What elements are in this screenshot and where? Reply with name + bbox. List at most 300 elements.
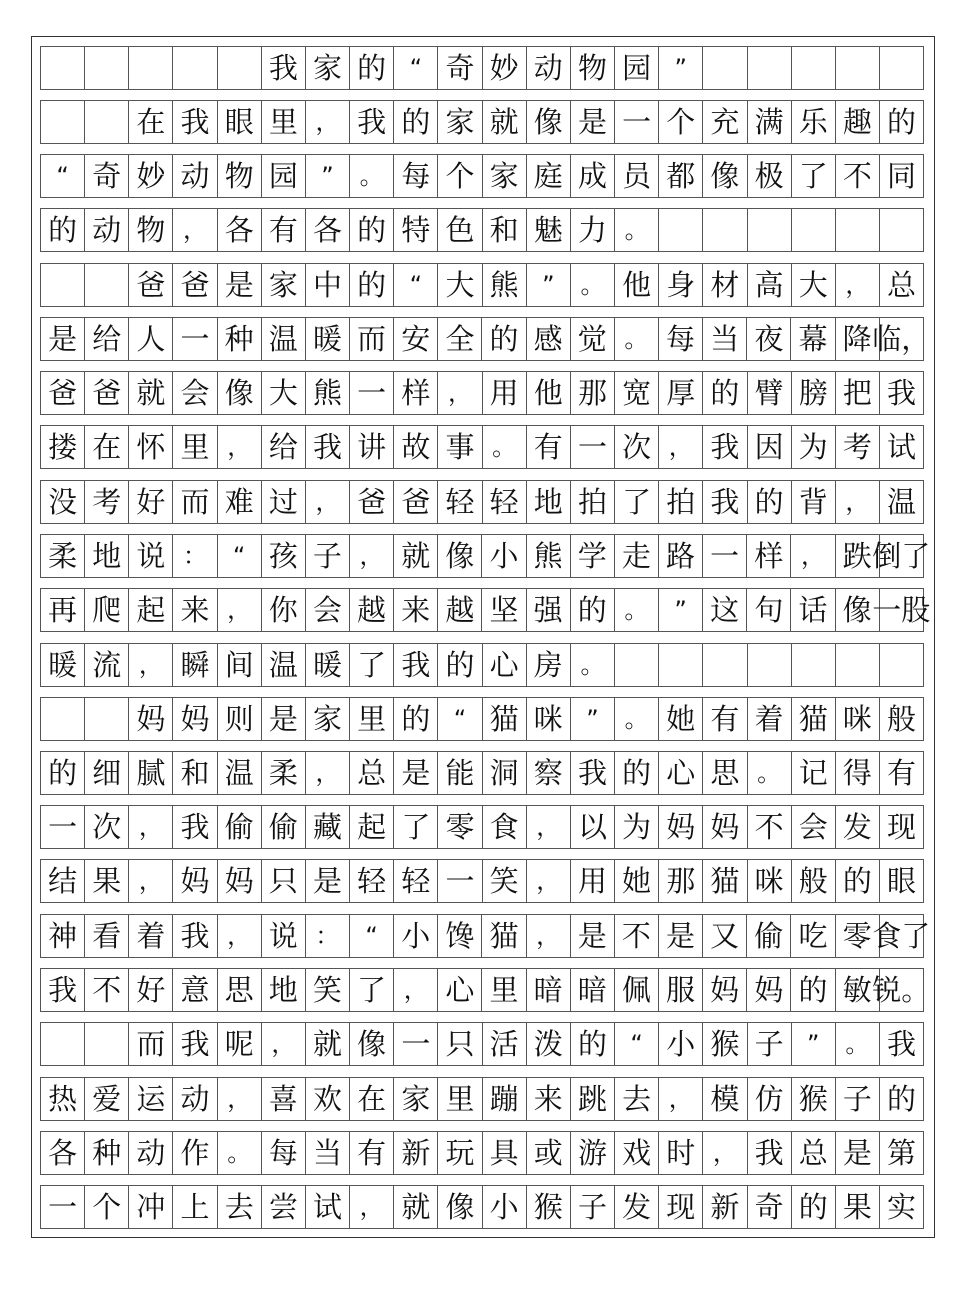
- grid-cell: 走: [615, 535, 659, 577]
- grid-cell: 不: [836, 155, 880, 197]
- grid-cell: [880, 644, 924, 686]
- grid-cell: 就: [394, 1186, 438, 1228]
- grid-cell: 地: [85, 535, 129, 577]
- grid-cell: 话: [791, 589, 835, 631]
- grid-cell: 成: [571, 155, 615, 197]
- grid-cell: 。: [218, 1132, 262, 1174]
- grid-cell: 是: [394, 752, 438, 794]
- grid-cell: 一: [41, 806, 85, 848]
- grid-cell: 降: [836, 318, 880, 360]
- grid-cell: 的: [482, 318, 526, 360]
- grid-cell: 猫: [703, 860, 747, 902]
- grid-cell: 的: [703, 372, 747, 414]
- grid-cell: 一: [438, 860, 482, 902]
- grid-cell: 爸: [350, 481, 394, 523]
- grid-cell: 次: [615, 426, 659, 468]
- grid-cell: [41, 698, 85, 740]
- grid-cell: 。: [748, 752, 792, 794]
- grid-cell: 腻: [129, 752, 173, 794]
- grid-cell: ”: [792, 1023, 836, 1065]
- grid-cell: 来: [527, 1078, 571, 1120]
- essay-line: [40, 697, 924, 741]
- grid-cell: [792, 47, 836, 89]
- grid-cell: 来: [394, 589, 438, 631]
- grid-cell: 房: [527, 644, 571, 686]
- grid-cell: 察: [527, 752, 571, 794]
- grid-cell: 你: [262, 589, 306, 631]
- grid-cell: 。: [836, 1023, 880, 1065]
- grid-cell: 偷: [218, 806, 262, 848]
- grid-cell: 一: [615, 101, 659, 143]
- grid-cell: 笑: [306, 969, 350, 1011]
- essay-title-row: [40, 46, 924, 90]
- grid-cell: 只: [438, 1023, 482, 1065]
- grid-cell: 果: [836, 1186, 880, 1228]
- essay-line: [40, 263, 924, 307]
- grid-cell: 觉: [571, 318, 615, 360]
- grid-cell: 藏: [306, 806, 350, 848]
- grid-cell: 小: [659, 1023, 703, 1065]
- grid-cell: [880, 47, 924, 89]
- grid-cell: ，: [438, 372, 482, 414]
- grid-cell: 猴: [527, 1186, 571, 1228]
- grid-cell: [748, 209, 792, 251]
- grid-cell: 一: [41, 1186, 85, 1228]
- grid-cell: 坚: [482, 589, 526, 631]
- grid-cell: 家: [438, 101, 482, 143]
- grid-cell: 夜: [747, 318, 791, 360]
- grid-cell: 魅: [527, 209, 571, 251]
- grid-cell: ”: [527, 264, 571, 306]
- grid-cell: 和: [483, 209, 527, 251]
- grid-cell: ，: [173, 209, 217, 251]
- grid-cell: 的: [350, 209, 394, 251]
- grid-cell: 倒了: [880, 535, 924, 577]
- grid-cell: 妈: [659, 806, 703, 848]
- grid-cell: 敏: [836, 969, 880, 1011]
- grid-cell: 食: [483, 806, 527, 848]
- grid-cell: ：: [173, 535, 217, 577]
- grid-cell: [836, 209, 880, 251]
- grid-cell: 她: [659, 698, 703, 740]
- grid-cell: 动: [173, 155, 217, 197]
- grid-cell: 暖: [306, 318, 350, 360]
- grid-cell: 妈: [129, 698, 173, 740]
- grid-cell: 是: [836, 1132, 880, 1174]
- grid-cell: 物: [571, 47, 615, 89]
- grid-cell: 每: [262, 1132, 306, 1174]
- grid-cell: 拍: [571, 481, 615, 523]
- grid-cell: 地: [262, 969, 306, 1011]
- grid-cell: 跌: [836, 535, 880, 577]
- grid-cell: 中: [306, 264, 350, 306]
- grid-cell: 的: [792, 1186, 836, 1228]
- grid-cell: 像: [836, 589, 880, 631]
- grid-cell: 的: [350, 47, 394, 89]
- grid-cell: 全: [438, 318, 482, 360]
- grid-cell: 小: [482, 535, 526, 577]
- grid-cell: 妈: [218, 860, 262, 902]
- grid-cell: 奇: [438, 47, 482, 89]
- grid-cell: 有: [350, 1132, 394, 1174]
- grid-cell: 的: [571, 1023, 615, 1065]
- grid-cell: “: [438, 698, 482, 740]
- grid-cell: 小: [394, 915, 438, 957]
- grid-cell: 像: [218, 372, 262, 414]
- essay-line: [40, 643, 924, 687]
- grid-cell: 一: [350, 372, 394, 414]
- grid-cell: 园: [262, 155, 306, 197]
- grid-cell: 他: [615, 264, 659, 306]
- grid-cell: 而: [129, 1023, 173, 1065]
- grid-cell: 新: [394, 1132, 438, 1174]
- grid-cell: 结: [41, 860, 85, 902]
- grid-cell: 在: [350, 1078, 394, 1120]
- grid-cell: ，: [836, 264, 880, 306]
- grid-cell: 热: [41, 1078, 85, 1120]
- essay-line: [40, 914, 931, 958]
- grid-cell: 咪: [748, 860, 792, 902]
- grid-cell: 宽: [615, 372, 659, 414]
- grid-cell: 果: [85, 860, 129, 902]
- grid-cell: 神: [41, 915, 85, 957]
- grid-cell: 食了: [880, 915, 924, 957]
- grid-cell: 的: [41, 209, 85, 251]
- grid-cell: 物: [218, 155, 262, 197]
- essay-line: [40, 534, 931, 578]
- grid-cell: 路: [659, 535, 703, 577]
- grid-cell: ，: [659, 1078, 703, 1120]
- grid-cell: 那: [659, 860, 703, 902]
- grid-cell: 力: [571, 209, 615, 251]
- grid-cell: “: [615, 1023, 659, 1065]
- grid-cell: [703, 644, 747, 686]
- grid-cell: 服: [659, 969, 703, 1011]
- grid-cell: [85, 47, 129, 89]
- grid-cell: 有: [880, 752, 924, 794]
- grid-cell: ，: [394, 969, 438, 1011]
- grid-cell: ，: [836, 481, 880, 523]
- grid-cell: 以: [571, 806, 615, 848]
- grid-cell: 一股: [880, 589, 924, 631]
- grid-cell: 动: [527, 47, 571, 89]
- grid-cell: 给: [262, 426, 306, 468]
- grid-cell: 记: [792, 752, 836, 794]
- grid-cell: 。: [615, 589, 659, 631]
- grid-cell: 具: [483, 1132, 527, 1174]
- grid-cell: 家: [306, 47, 350, 89]
- grid-cell: 思: [218, 969, 262, 1011]
- grid-cell: 里: [350, 698, 394, 740]
- grid-cell: 故: [394, 426, 438, 468]
- grid-cell: 又: [703, 915, 747, 957]
- grid-cell: ，: [703, 1132, 747, 1174]
- grid-cell: 能: [438, 752, 482, 794]
- grid-cell: 高: [748, 264, 792, 306]
- grid-cell: 地: [527, 481, 571, 523]
- grid-cell: 里: [482, 969, 526, 1011]
- essay-line: [40, 371, 924, 415]
- grid-cell: 的: [571, 589, 615, 631]
- grid-cell: 我: [350, 101, 394, 143]
- grid-cell: [85, 101, 129, 143]
- grid-cell: 我: [703, 481, 747, 523]
- grid-cell: [218, 47, 262, 89]
- grid-cell: 爸: [394, 481, 438, 523]
- grid-cell: [41, 47, 85, 89]
- grid-cell: 般: [792, 860, 836, 902]
- grid-cell: 就: [394, 535, 438, 577]
- grid-cell: 给: [85, 318, 129, 360]
- grid-cell: 会: [792, 806, 836, 848]
- grid-cell: 临，: [880, 318, 924, 360]
- grid-cell: 的: [880, 1078, 924, 1120]
- grid-cell: 了: [792, 155, 836, 197]
- grid-cell: 家: [306, 698, 350, 740]
- grid-cell: 同: [880, 155, 924, 197]
- grid-cell: [129, 47, 173, 89]
- grid-cell: 轻: [350, 860, 394, 902]
- grid-cell: 发: [615, 1186, 659, 1228]
- grid-cell: 搂: [41, 426, 85, 468]
- grid-cell: 的: [748, 481, 792, 523]
- grid-cell: [85, 698, 129, 740]
- grid-cell: 个: [659, 101, 703, 143]
- grid-cell: ，: [350, 535, 394, 577]
- grid-cell: 用: [483, 372, 527, 414]
- grid-cell: 心: [438, 969, 482, 1011]
- grid-cell: 轻: [438, 481, 482, 523]
- grid-cell: 猫: [482, 915, 526, 957]
- grid-cell: 。: [615, 209, 659, 251]
- grid-cell: 模: [703, 1078, 747, 1120]
- grid-cell: 各: [41, 1132, 85, 1174]
- essay-line: [40, 968, 931, 1012]
- grid-cell: 轻: [483, 481, 527, 523]
- grid-cell: 我: [173, 1023, 217, 1065]
- grid-cell: 则: [218, 698, 262, 740]
- grid-cell: 温: [262, 318, 306, 360]
- grid-cell: [659, 644, 703, 686]
- grid-cell: 不: [85, 969, 129, 1011]
- grid-cell: 锐。: [880, 969, 924, 1011]
- grid-cell: 时: [659, 1132, 703, 1174]
- grid-cell: 熊: [527, 535, 571, 577]
- grid-cell: 起: [350, 806, 394, 848]
- grid-cell: 像: [703, 155, 747, 197]
- grid-cell: ，: [791, 535, 835, 577]
- grid-cell: 好: [129, 969, 173, 1011]
- grid-cell: ”: [571, 698, 615, 740]
- grid-cell: 她: [615, 860, 659, 902]
- grid-cell: 背: [792, 481, 836, 523]
- grid-cell: 个: [438, 155, 482, 197]
- essay-line: [40, 1185, 924, 1229]
- grid-cell: 偷: [262, 806, 306, 848]
- grid-cell: 是: [306, 860, 350, 902]
- grid-cell: 暖: [306, 644, 350, 686]
- grid-cell: ”: [659, 47, 703, 89]
- grid-cell: 在: [85, 426, 129, 468]
- grid-cell: ，: [350, 1186, 394, 1228]
- grid-cell: 而: [173, 481, 217, 523]
- grid-cell: ，: [129, 860, 173, 902]
- grid-cell: 爱: [85, 1078, 129, 1120]
- grid-cell: 当: [306, 1132, 350, 1174]
- grid-cell: 里: [438, 1078, 482, 1120]
- grid-cell: 妙: [483, 47, 527, 89]
- grid-cell: “: [394, 264, 438, 306]
- grid-cell: 像: [527, 101, 571, 143]
- grid-cell: 妈: [747, 969, 791, 1011]
- grid-cell: 安: [394, 318, 438, 360]
- grid-cell: 身: [659, 264, 703, 306]
- grid-cell: [792, 209, 836, 251]
- grid-cell: 间: [218, 644, 262, 686]
- grid-cell: 样: [747, 535, 791, 577]
- grid-cell: ，: [218, 589, 262, 631]
- grid-cell: 奇: [748, 1186, 792, 1228]
- grid-cell: 猴: [792, 1078, 836, 1120]
- grid-cell: ，: [306, 481, 350, 523]
- grid-cell: 再: [41, 589, 85, 631]
- essay-line: [40, 208, 924, 252]
- grid-cell: [85, 264, 129, 306]
- grid-cell: 作: [173, 1132, 217, 1174]
- essay-line: [40, 1131, 924, 1175]
- grid-cell: 家: [483, 155, 527, 197]
- grid-cell: 大: [262, 372, 306, 414]
- grid-cell: 得: [836, 752, 880, 794]
- grid-cell: 心: [483, 644, 527, 686]
- grid-cell: 妈: [173, 860, 217, 902]
- grid-cell: 眼: [218, 101, 262, 143]
- grid-cell: 只: [262, 860, 306, 902]
- grid-cell: 妈: [703, 806, 747, 848]
- grid-cell: 极: [748, 155, 792, 197]
- grid-cell: 了: [350, 644, 394, 686]
- grid-cell: 我: [262, 47, 306, 89]
- grid-cell: 动: [173, 1078, 217, 1120]
- grid-cell: 满: [748, 101, 792, 143]
- grid-cell: 因: [748, 426, 792, 468]
- grid-cell: 轻: [394, 860, 438, 902]
- grid-cell: 实: [880, 1186, 924, 1228]
- grid-cell: 有: [527, 426, 571, 468]
- grid-cell: 了: [615, 481, 659, 523]
- grid-cell: 句: [747, 589, 791, 631]
- grid-cell: 就: [483, 101, 527, 143]
- grid-cell: 没: [41, 481, 85, 523]
- grid-cell: “: [41, 155, 85, 197]
- grid-cell: 会: [306, 589, 350, 631]
- grid-cell: ，: [306, 752, 350, 794]
- grid-cell: 强: [527, 589, 571, 631]
- grid-cell: 的: [394, 698, 438, 740]
- essay-line: [40, 154, 924, 198]
- grid-cell: [703, 209, 747, 251]
- grid-cell: 各: [218, 209, 262, 251]
- grid-cell: 我: [880, 1023, 924, 1065]
- grid-cell: 看: [85, 915, 129, 957]
- grid-cell: [836, 644, 880, 686]
- grid-cell: 思: [703, 752, 747, 794]
- grid-cell: 眼: [880, 860, 924, 902]
- grid-cell: 洞: [483, 752, 527, 794]
- grid-cell: 猫: [792, 698, 836, 740]
- grid-cell: 每: [659, 318, 703, 360]
- grid-cell: 每: [394, 155, 438, 197]
- grid-cell: 就: [129, 372, 173, 414]
- grid-cell: 。: [571, 644, 615, 686]
- grid-cell: 细: [85, 752, 129, 794]
- grid-cell: 流: [85, 644, 129, 686]
- grid-cell: 人: [129, 318, 173, 360]
- grid-cell: 感: [527, 318, 571, 360]
- grid-cell: 运: [129, 1078, 173, 1120]
- grid-cell: 子: [748, 1023, 792, 1065]
- grid-cell: 的: [41, 752, 85, 794]
- grid-cell: 越: [438, 589, 482, 631]
- grid-cell: 是: [218, 264, 262, 306]
- grid-cell: 是: [262, 698, 306, 740]
- grid-cell: [880, 209, 924, 251]
- grid-cell: [748, 47, 792, 89]
- grid-cell: 熊: [306, 372, 350, 414]
- grid-cell: 去: [615, 1078, 659, 1120]
- grid-cell: 的: [836, 860, 880, 902]
- grid-cell: 怀: [129, 426, 173, 468]
- grid-cell: 冲: [129, 1186, 173, 1228]
- grid-cell: ，: [218, 1078, 262, 1120]
- grid-cell: ，: [659, 426, 703, 468]
- grid-cell: 般: [880, 698, 924, 740]
- grid-cell: 吃: [791, 915, 835, 957]
- grid-cell: 一: [173, 318, 217, 360]
- grid-cell: 一: [394, 1023, 438, 1065]
- grid-cell: 样: [394, 372, 438, 414]
- grid-cell: 说: [129, 535, 173, 577]
- grid-cell: 了: [350, 969, 394, 1011]
- grid-cell: 我: [306, 426, 350, 468]
- grid-cell: 我: [703, 426, 747, 468]
- grid-cell: 考: [85, 481, 129, 523]
- grid-cell: “: [394, 47, 438, 89]
- grid-cell: ，: [218, 426, 262, 468]
- grid-cell: 总: [350, 752, 394, 794]
- essay-line: [40, 1077, 924, 1121]
- grid-cell: 着: [748, 698, 792, 740]
- grid-cell: 园: [615, 47, 659, 89]
- grid-cell: 趣: [836, 101, 880, 143]
- essay-line: [40, 805, 924, 849]
- grid-cell: 是: [571, 101, 615, 143]
- grid-cell: 各: [306, 209, 350, 251]
- grid-cell: 小: [483, 1186, 527, 1228]
- grid-cell: 偷: [747, 915, 791, 957]
- grid-cell: 是: [659, 915, 703, 957]
- grid-cell: ，: [527, 915, 571, 957]
- grid-cell: 现: [880, 806, 924, 848]
- grid-cell: 温: [880, 481, 924, 523]
- grid-cell: 的: [350, 264, 394, 306]
- grid-cell: 臂: [748, 372, 792, 414]
- grid-cell: 试: [880, 426, 924, 468]
- grid-cell: 当: [703, 318, 747, 360]
- grid-cell: 心: [659, 752, 703, 794]
- grid-cell: 动: [85, 209, 129, 251]
- grid-cell: 拍: [659, 481, 703, 523]
